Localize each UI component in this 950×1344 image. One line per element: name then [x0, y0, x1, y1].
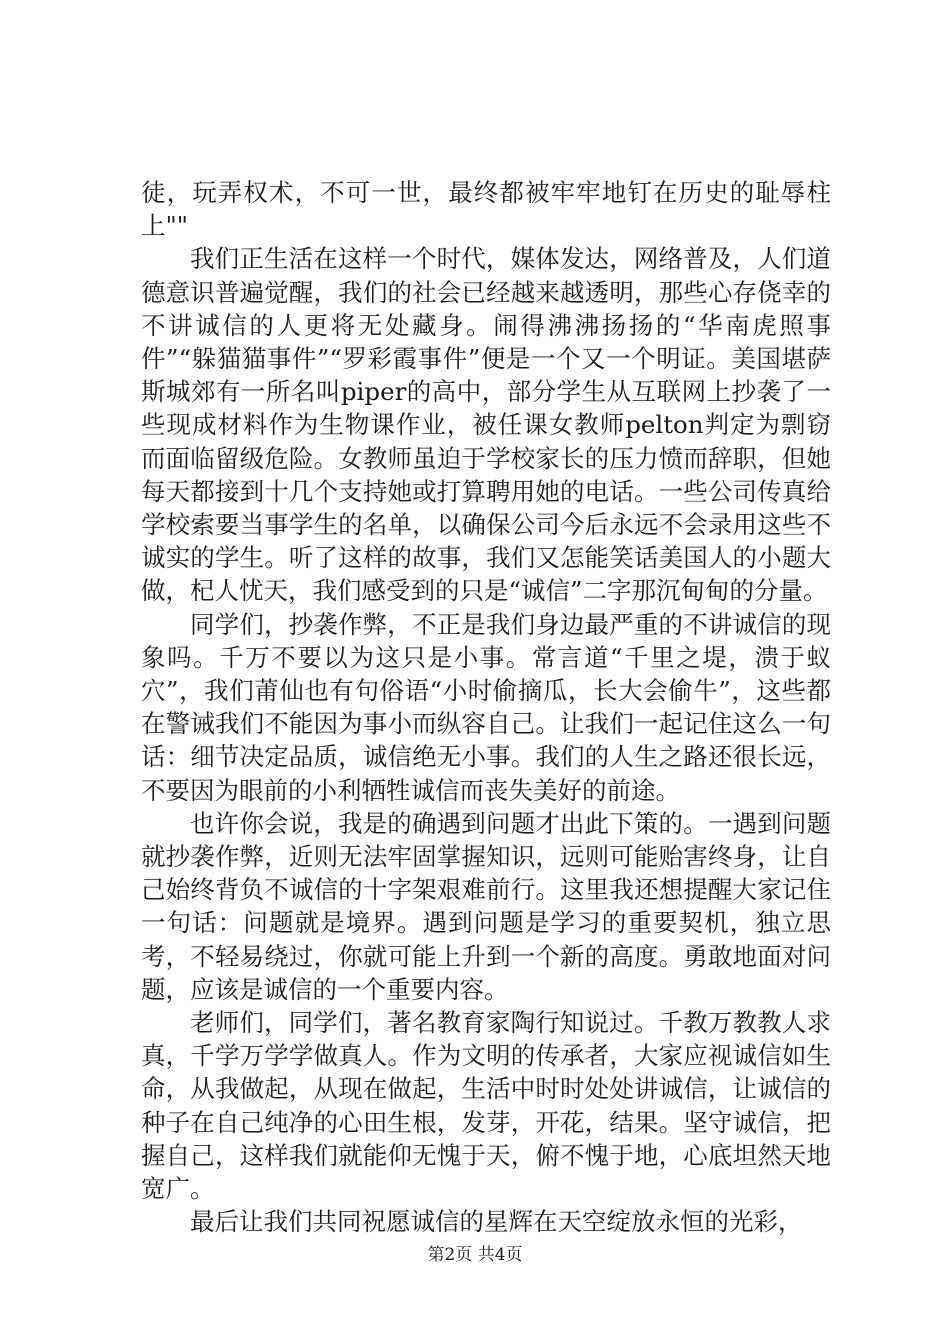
paragraph: 同学们，抄袭作弊，不正是我们身边最严重的不讲诚信的现象吗。千万不要以为这只是小事。常言道“千里之堤，溃于蚁穴”，我们莆仙也有句俗语“小时偷摘瓜，长大会偷牛”，这些都在警诫我们不能因为事小而纵容自己。让我们一起记住这么一句话：细节决定品质，诚信绝无小事。我们的人生之路还很长远，不要因为眼前的小利牺牲诚信而丧失美好的前途。 [141, 609, 831, 805]
paragraph: 也许你会说，我是的确遇到问题才出此下策的。一遇到问题就抄袭作弊，近则无法牢固掌握知识，远则可能贻害终身，让自己始终背负不诚信的十字架艰难前行。这里我还想提醒大家记住一句话：问题就是境界。遇到问题是学习的重要契机，独立思考，不轻易绕过，你就可能上升到一个新的高度。勇敢地面对问题，应该是诚信的一个重要内容。 [141, 808, 831, 1004]
document-body [141, 176, 831, 1239]
paragraph: 最后让我们共同祝愿诚信的星辉在天空绽放永恒的光彩， [190, 1207, 803, 1237]
page-footer: 第2页 共4页 [427, 1245, 523, 1265]
paragraph: 我们正生活在这样一个时代，媒体发达，网络普及，人们道德意识普遍觉醒，我们的社会已经越来越透明，那些心存侥幸的不讲诚信的人更将无处藏身。闹得沸沸扬扬的“华南虎照事件”“躲猫猫事件”“罗彩霞事件”便是一个又一个明证。美国堪萨斯城郊有一所名叫piper的高中，部分学生从互联网上抄袭了一些现成材料作为生物课作业，被任课女教师pelton判定为剽窃而面临留级危险。女教师虽迫于学校家长的压力愤而辞职，但她每天都接到十几个支持她或打算聘用她的电话。一些公司传真给学校索要当事学生的名单，以确保公司今后永远不会录用这些不诚实的学生。听了这样的故事，我们又怎能笑话美国人的小题大做，杞人忧天，我们感受到的只是“诚信”二字那沉甸甸的分量。 [141, 244, 831, 606]
paragraph: 老师们，同学们，著名教育家陶行知说过。千教万教教人求真，千学万学学做真人。作为文明的传承者，大家应视诚信如生命，从我做起，从现在做起，生活中时时处处讲诚信，让诚信的种子在自己纯净的心田生根，发芽，开花，结果。坚守诚信，把握自己，这样我们就能仰无愧于天，俯不愧于地，心底坦然天地宽广。 [141, 1008, 831, 1204]
paragraph-continuation: 徒，玩弄权术，不可一世，最终都被牢牢地钉在历史的耻辱柱上"" [141, 178, 831, 241]
